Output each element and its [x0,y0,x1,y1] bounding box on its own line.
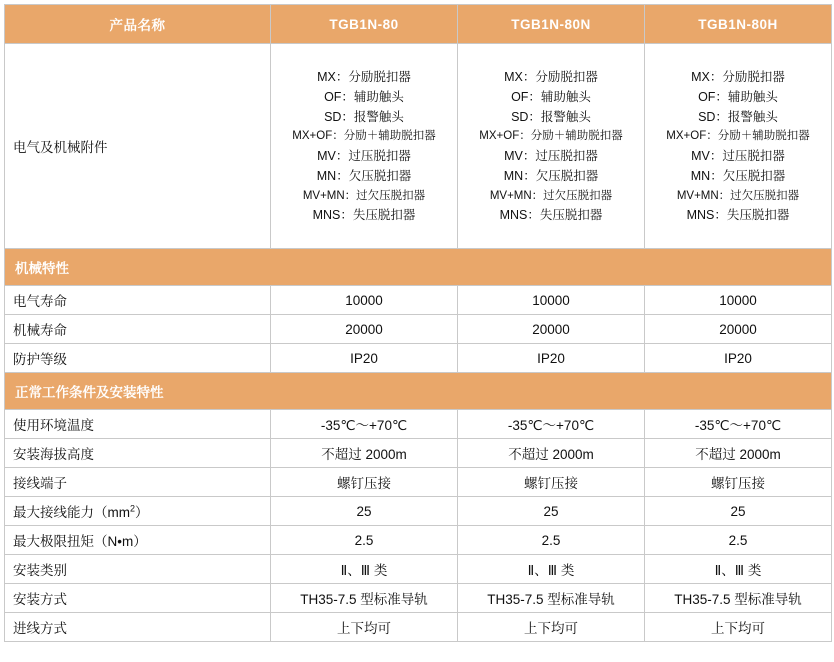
row-value: 螺钉压接 [458,468,645,497]
row-value: 10000 [458,286,645,315]
row-value: 螺钉压接 [645,468,832,497]
row-label: 使用环境温度 [5,410,271,439]
accessory-line: MX+OF：分励＋辅助脱扣器 [479,130,623,143]
accessory-line: MX+OF：分励＋辅助脱扣器 [666,130,810,143]
accessory-line: MV+MN：过欠压脱扣器 [489,189,613,202]
row-value: 20000 [645,315,832,344]
row-label: 接线端子 [5,468,271,497]
row-value: 20000 [271,315,458,344]
row-value: 上下均可 [458,613,645,642]
row-label: 最大极限扭矩（N•m） [5,526,271,555]
accessory-line: MNS：失压脱扣器 [499,208,603,223]
accessories-cell-2 [458,44,645,249]
row-value: 2.5 [458,526,645,555]
section-header-mechanical [5,249,832,286]
row-label: 安装类别 [5,555,271,584]
row-value: -35℃～+70℃ [645,410,832,439]
row-value: IP20 [271,344,458,373]
row-value: 25 [271,497,458,526]
header-model-1: TGB1N-80 [271,5,458,44]
table-row [5,526,832,555]
row-value: TH35-7.5 型标准导轨 [271,584,458,613]
row-value: 20000 [458,315,645,344]
accessory-line: SD：报警触头 [324,110,404,125]
row-value: TH35-7.5 型标准导轨 [645,584,832,613]
accessory-line: MNS：失压脱扣器 [312,208,416,223]
row-value: 不超过 2000m [458,439,645,468]
table-row [5,613,832,642]
row-value: 10000 [645,286,832,315]
row-value: 25 [645,497,832,526]
table-row [5,439,832,468]
row-value: -35℃～+70℃ [458,410,645,439]
row-value: 2.5 [645,526,832,555]
accessory-line: MN：欠压脱扣器 [503,169,599,184]
accessory-line: MV：过压脱扣器 [504,149,598,163]
row-label: 安装方式 [5,584,271,613]
table-row [5,286,832,315]
accessories-cell-1 [271,44,458,249]
row-value: -35℃～+70℃ [271,410,458,439]
table-row [5,555,832,584]
table-header-row [5,5,832,44]
row-value: 25 [458,497,645,526]
row-value: 上下均可 [271,613,458,642]
accessory-line: MN：欠压脱扣器 [316,169,412,184]
row-label: 电气寿命 [5,286,271,315]
specification-table [4,4,832,642]
section-header-operating [5,373,832,410]
accessory-line: OF：辅助触头 [698,89,778,104]
table-row [5,468,832,497]
row-label [5,497,271,526]
table-row [5,410,832,439]
row-value: 10000 [271,286,458,315]
row-value: IP20 [645,344,832,373]
header-model-2: TGB1N-80N [458,5,645,44]
accessory-line: OF：辅助触头 [511,89,591,104]
accessory-line: MV：过压脱扣器 [317,149,411,163]
accessory-line: MNS：失压脱扣器 [686,208,790,223]
row-value: TH35-7.5 型标准导轨 [458,584,645,613]
row-label: 安装海拔高度 [5,439,271,468]
row-value: Ⅱ、Ⅲ 类 [458,555,645,584]
accessory-line: MX：分励脱扣器 [317,69,411,84]
section-title: 机械特性 [5,249,832,286]
accessories-cell-3 [645,44,832,249]
row-value: 螺钉压接 [271,468,458,497]
accessory-line: MX+OF：分励＋辅助脱扣器 [292,130,436,143]
accessory-line: MV：过压脱扣器 [691,149,785,163]
accessory-line: MX：分励脱扣器 [691,69,785,84]
accessory-line: MV+MN：过欠压脱扣器 [302,189,426,202]
row-value: 不超过 2000m [645,439,832,468]
section-title: 正常工作条件及安装特性 [5,373,832,410]
accessories-label: 电气及机械附件 [5,44,271,249]
row-value: 上下均可 [645,613,832,642]
row-label-text: 最大接线能力$(mm^2)$ [13,503,149,520]
accessories-row [5,44,832,249]
table-row [5,315,832,344]
table-row [5,344,832,373]
header-product-name: 产品名称 [5,5,271,44]
row-label: 防护等级 [5,344,271,373]
accessory-line: SD：报警触头 [511,110,591,125]
accessory-line: MV+MN：过欠压脱扣器 [676,189,800,202]
row-value: Ⅱ、Ⅲ 类 [271,555,458,584]
accessory-line: SD：报警触头 [698,110,778,125]
table-row [5,497,832,526]
row-label: 进线方式 [5,613,271,642]
row-value: 不超过 2000m [271,439,458,468]
row-value: IP20 [458,344,645,373]
table-row [5,584,832,613]
row-label: 机械寿命 [5,315,271,344]
accessory-line: MN：欠压脱扣器 [690,169,786,184]
header-model-3: TGB1N-80H [645,5,832,44]
accessory-line: OF：辅助触头 [324,89,404,104]
row-value: 2.5 [271,526,458,555]
row-value: Ⅱ、Ⅲ 类 [645,555,832,584]
accessory-line: MX：分励脱扣器 [504,69,598,84]
